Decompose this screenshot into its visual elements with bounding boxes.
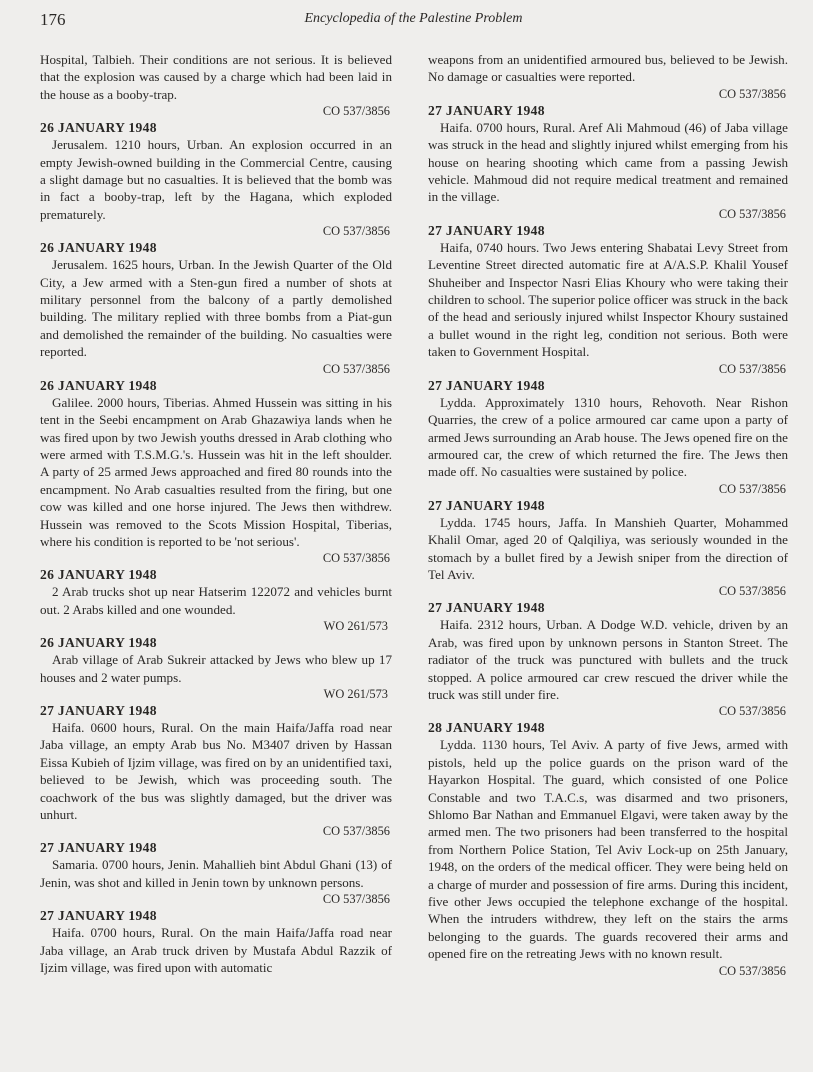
source-reference: CO 537/3856 bbox=[322, 892, 390, 907]
source-reference: CO 537/3856 bbox=[718, 206, 786, 221]
source-reference: WO 261/573 bbox=[323, 686, 388, 701]
source-reference: CO 537/3856 bbox=[718, 361, 786, 376]
page-number: 176 bbox=[40, 10, 66, 29]
source-reference: CO 537/3856 bbox=[718, 481, 786, 496]
entry-text: Haifa. 0700 hours, Rural. On the main Haifa/Jaffa road near Jaba village, an Arab truck driven by Mustafa Abdul Razzik of Ijzim village, was fired upon with automatic bbox=[40, 925, 392, 976]
entry bbox=[428, 378, 788, 498]
source-reference: CO 537/3856 bbox=[718, 704, 786, 719]
entry-text: Jerusalem. 1625 hours, Urban. In the Jewish Quarter of the Old City, a Jew armed with a Sten-gun fired a number of shots at military personnel from the balcony of a partly demolished building. The military replied with three bombs from a Piat-gun and demolished the remainder of the building. No casualties were reported. bbox=[40, 257, 392, 360]
source-reference: CO 537/3856 bbox=[718, 963, 786, 978]
entry-text: Hospital, Talbieh. Their conditions are not serious. It is believed that the explosion was caused by a charge which had been laid in the house as a booby-trap. bbox=[40, 52, 392, 102]
entry-date: 27 JANUARY 1948 bbox=[40, 840, 157, 856]
entry bbox=[428, 720, 788, 979]
entry-text: Haifa. 0600 hours, Rural. On the main Haifa/Jaffa road near Jaba village, an empty Arab bus No. M3407 driven by Hassan Eissa Kubieh of Ijzim village, was fired on by an unidentified taxi, believed to be Jewish, which was proceeding south. The coachwork of the bus was slightly damaged, but the driver was unhurt. bbox=[40, 719, 392, 822]
right-column bbox=[428, 51, 788, 980]
entry bbox=[40, 567, 392, 635]
left-column bbox=[40, 51, 392, 976]
entry bbox=[428, 103, 788, 223]
entry-date: 27 JANUARY 1948 bbox=[428, 102, 545, 118]
entry-continuation bbox=[40, 51, 392, 120]
source-reference: CO 537/3856 bbox=[322, 104, 390, 119]
entry bbox=[40, 703, 392, 840]
entry-continuation bbox=[428, 51, 788, 103]
entry bbox=[40, 840, 392, 908]
entry bbox=[428, 223, 788, 378]
entry-text: Haifa. 2312 hours, Urban. A Dodge W.D. vehicle, driven by an Arab, was fired upon by unknown persons in Stanton Street. The radiator of the truck was punctured with bullets and the truck stopped. A police armoured car crew rescued the driver while the truck was still under fire. bbox=[428, 617, 788, 702]
entry-date: 28 JANUARY 1948 bbox=[428, 720, 545, 736]
entry-date: 26 JANUARY 1948 bbox=[40, 377, 157, 393]
entry-text: Galilee. 2000 hours, Tiberias. Ahmed Hussein was sitting in his tent in the Seebi encampment on Arab Ghazawiya lands when he was fired upon by two Jewish youths dressed in Arab clothing who were armed with T.S.M.G.'s. Hussein was hit in the left shoulder. A party of 25 armed Jews approached and fired 80 rounds into the encampment. No Arab casualties resulted from the firing, but one cow was killed and one horse injured. The Jews then withdrew. Hussein was removed to the Scots Mission Hospital, Tiberias, where his condition is reported to be 'not serious'. bbox=[40, 394, 392, 549]
entry-text: Lydda. Approximately 1310 hours, Rehovoth. Near Rishon Quarries, the crew of a police armoured car came upon a party of armed Jews surrounding an Arab house. The Jews opened fire on the armoured car, the crew of which returned the fire. The Jews then made off. No casualties were sustained by police. bbox=[428, 394, 788, 480]
entry bbox=[40, 378, 392, 568]
source-reference: CO 537/3856 bbox=[322, 224, 390, 239]
source-reference: CO 537/3856 bbox=[322, 824, 390, 839]
entry-text: Lydda. 1130 hours, Tel Aviv. A party of five Jews, armed with pistols, held up the police guards on the prison ward of the Hayarkon Hospital. The guard, which consisted of one Police Constable and two T.A.C.s, was disarmed and two prisoners, Shlomo Bar Nathan and Emmanuel Elgavi, were taken away by the armed men. The two prisoners had been transferred to the hospital from Northern Police Station, Tel Aviv Lock-up on 25th January, 1948, on the orders of the medical officer. They were being held on a charge of murder and possession of fire arms. During this incident, five other Jews occupied the telephone exchange of the hospital. When the intruders withdrew, they left on the stairs the arms belonging to the guards. The guards recovered their arms and opened fire on the retreating Jews with no known result. bbox=[428, 737, 788, 962]
entry-text: weapons from an unidentified armoured bus, believed to be Jewish. No damage or casualties were reported. bbox=[428, 52, 788, 85]
source-reference: CO 537/3856 bbox=[718, 86, 786, 101]
entry bbox=[40, 635, 392, 703]
entry bbox=[40, 240, 392, 377]
entry-text: 2 Arab trucks shot up near Hatserim 122072 and vehicles burnt out. 2 Arabs killed and one wounded. bbox=[40, 584, 392, 617]
entry-date: 27 JANUARY 1948 bbox=[40, 702, 157, 718]
entry-date: 27 JANUARY 1948 bbox=[428, 222, 545, 238]
entry bbox=[40, 908, 392, 976]
entry bbox=[428, 600, 788, 720]
entry bbox=[428, 498, 788, 601]
entry-date: 27 JANUARY 1948 bbox=[428, 377, 545, 393]
entry bbox=[40, 120, 392, 240]
entry-text: Haifa, 0740 hours. Two Jews entering Shabatai Levy Street from Leventine Street directed automatic fire at A/A.S.P. Khalil Yousef Shuheiber and Inspector Nasri Elias Khoury who were taking their children to school. The superior police officer was struck in the back of the head and seriously injured whilst Inspector Khoury sustained a bullet wound in the right leg, condition not serious. Both were taken to Government Hospital. bbox=[428, 239, 788, 360]
entry-date: 27 JANUARY 1948 bbox=[428, 497, 545, 513]
entry-text: Jerusalem. 1210 hours, Urban. An explosion occurred in an empty Jewish-owned building in the Commercial Centre, causing a slight damage but no casualties. It is believed that the bomb was in fact a booby-trap, left by the Hagana, which exploded prematurely. bbox=[40, 137, 392, 222]
entry-date: 27 JANUARY 1948 bbox=[40, 908, 157, 924]
entry-text: Arab village of Arab Sukreir attacked by Jews who blew up 17 houses and 2 water pumps. bbox=[40, 652, 392, 685]
source-reference: CO 537/3856 bbox=[718, 584, 786, 599]
source-reference: CO 537/3856 bbox=[322, 361, 390, 376]
source-reference: WO 261/573 bbox=[323, 619, 388, 634]
entry-date: 27 JANUARY 1948 bbox=[428, 600, 545, 616]
entry-date: 26 JANUARY 1948 bbox=[40, 567, 157, 583]
page-header bbox=[40, 10, 787, 36]
entry-text: Samaria. 0700 hours, Jenin. Mahallieh bint Abdul Ghani (13) of Jenin, was shot and killed in Jenin town by unknown persons. bbox=[40, 857, 392, 890]
entry-text: Lydda. 1745 hours, Jaffa. In Manshieh Quarter, Mohammed Khalil Omar, aged 20 of Qalqiliya, was seriously wounded in the stomach by a bullet fired by a Jewish sniper from the direction of Tel Aviv. bbox=[428, 514, 788, 582]
entry-date: 26 JANUARY 1948 bbox=[40, 240, 157, 256]
running-title: Encyclopedia of the Palestine Problem bbox=[304, 11, 523, 26]
entry-date: 26 JANUARY 1948 bbox=[40, 635, 157, 651]
entry-date: 26 JANUARY 1948 bbox=[40, 120, 157, 136]
source-reference: CO 537/3856 bbox=[322, 551, 390, 566]
entry-text: Haifa. 0700 hours, Rural. Aref Ali Mahmoud (46) of Jaba village was struck in the head and slightly injured whilst emerging from his house on hearing shooting which came from a passing Jewish vehicle. Mahmoud did not require medical treatment and remained in the village. bbox=[428, 119, 788, 205]
